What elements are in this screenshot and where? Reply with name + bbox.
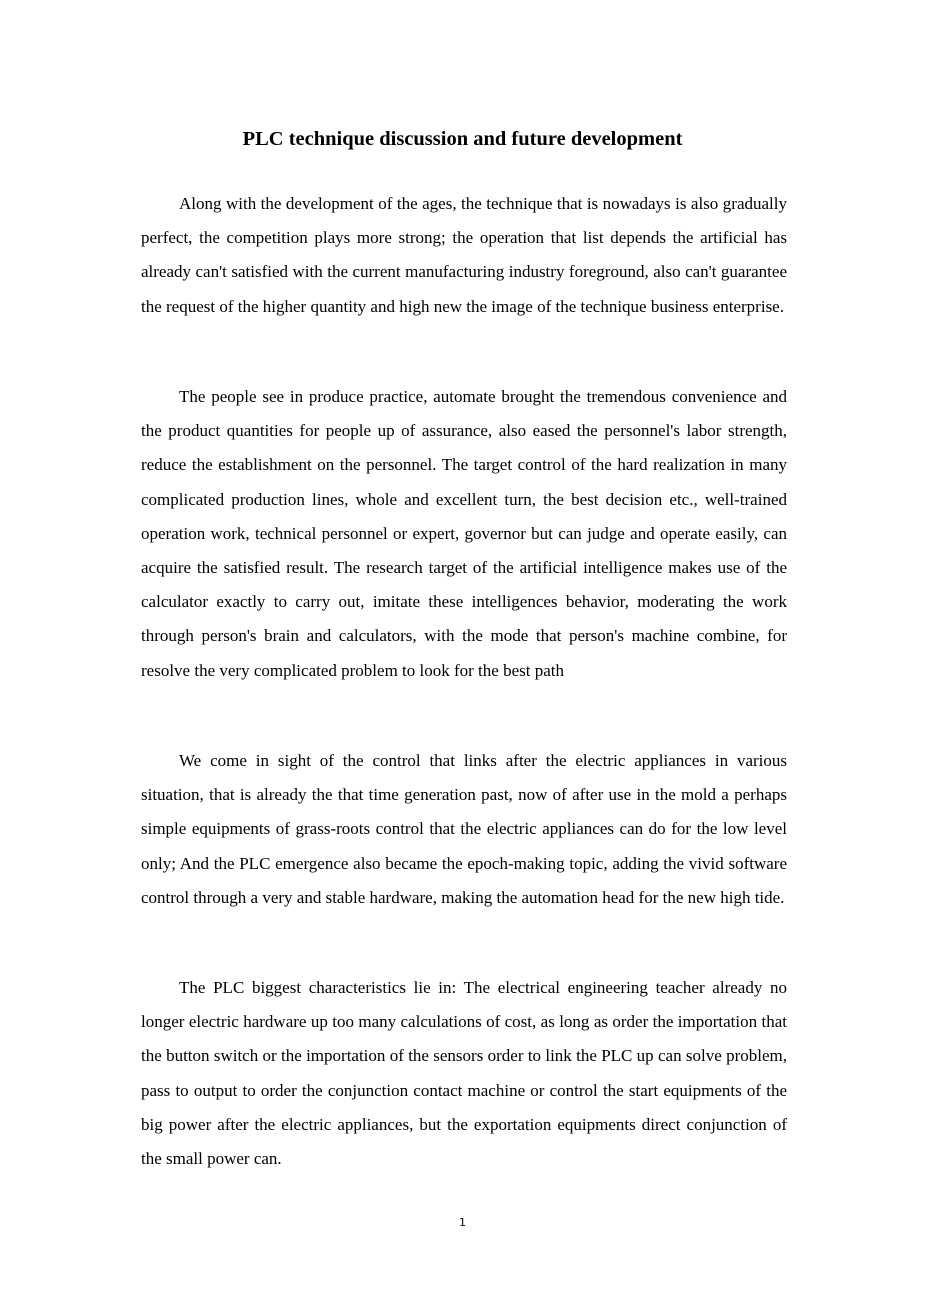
paragraph-3: We come in sight of the control that links after the electric appliances in various situation, that is already the that time generation past, now of after use in the mold a perhaps simple equipments of grass-roots control that the electric appliances can do for the low level only; And the PLC emergence also became the epoch-making topic, adding the vivid software control through a very and stable hardware, making the automation head for the new high tide. bbox=[141, 751, 787, 907]
page-number: 1 bbox=[459, 1216, 466, 1229]
paragraph-4: The PLC biggest characteristics lie in: The electrical engineering teacher already no longer electric hardware up too many calculations of cost, as long as order the importation that the button switch or the importation of the sensors order to link the PLC up can solve problem, pass to output to order the conjunction contact machine or control the start equipments of the big power after the electric appliances, but the exportation equipments direct conjunction of the small power can. bbox=[141, 978, 787, 1169]
paragraph-1: Along with the development of the ages, the technique that is nowadays is also gradually perfect, the competition plays more strong; the operation that list depends the artificial has already can't satisfied with the current manufacturing industry foreground, also can't guarantee the request of the higher quantity and high new the image of the technique business enterprise. bbox=[141, 194, 787, 316]
document-title: PLC technique discussion and future development bbox=[242, 128, 683, 150]
paragraph-2: The people see in produce practice, automate brought the tremendous convenience and the product quantities for people up of assurance, also eased the personnel's labor strength, reduce the establishment on the personnel. The target control of the hard realization in many complicated production lines, whole and excellent turn, the best decision etc., well-trained operation work, technical personnel or expert, governor but can judge and operate easily, can acquire the satisfied result. The research target of the artificial intelligence makes use of the calculator exactly to carry out, imitate these intelligences behavior, moderating the work through person's brain and calculators, with the mode that person's machine combine, for resolve the very complicated problem to look for the best path bbox=[141, 387, 787, 680]
